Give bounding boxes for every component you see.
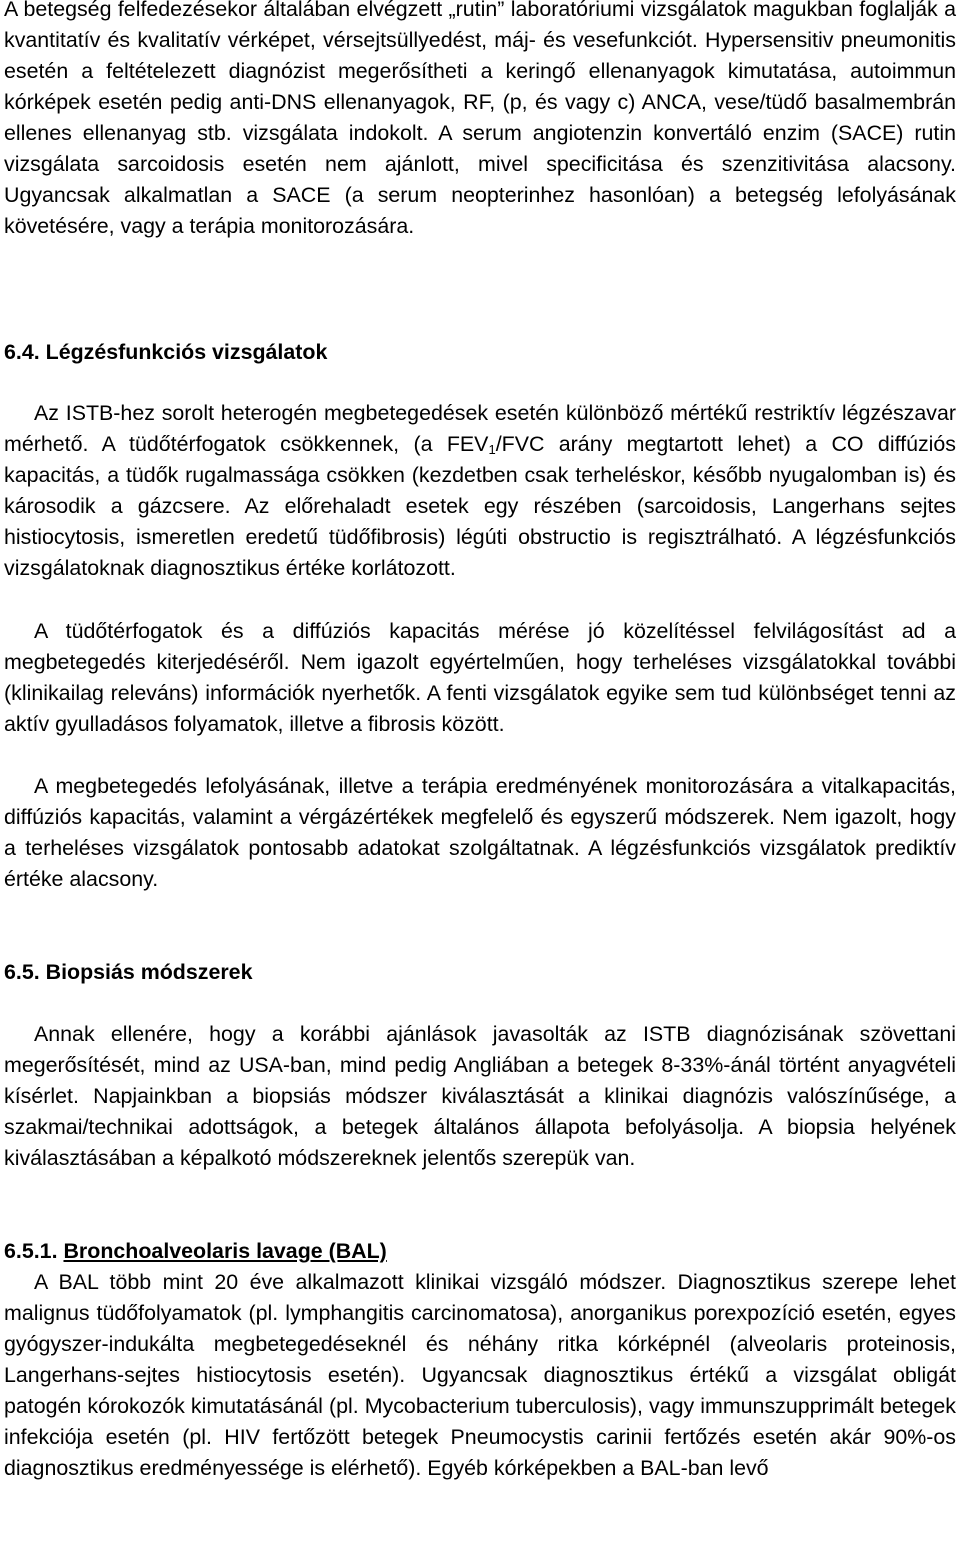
section-heading-6-5-1 — [4, 1236, 387, 1267]
paragraph-monitoring: A megbetegedés lefolyásának, illetve a terápia eredményének monitorozására a vitalkapacitás, diffúziós kapacitás, valamint a vérgázértékek megfelelő és egyszerű módszerek. Nem igazolt, hogy a terheléses vizsgálatok pontosabb adatokat szolgáltatnak. A légzésfunkciós vizsgálatok prediktív értéke alacsony. — [4, 774, 956, 891]
heading-title: Bronchoalveolaris lavage (BAL) — [63, 1239, 387, 1263]
heading-number: 6.5.1. — [4, 1239, 58, 1263]
fev-subscript: 1 — [488, 442, 496, 457]
section-heading-6-4: 6.4. Légzésfunkciós vizsgálatok — [4, 340, 328, 364]
paragraph-biopsy-methods: Annak ellenére, hogy a korábbi ajánlások javasolták az ISTB diagnózisának szövettani megerősítését, mind az USA-ban, mind pedig Angliában a betegek 8-33%-ánál történt anyagvételi kísérlet. Napjainkban a biopsiás módszer kiválasztását a klinikai diagnózis valószínűsége, a szakmai/technikai adottságok, a betegek általános állapota befolyásolja. A biopsia helyének kiválasztásában a képalkotó módszereknek jelentős szerepük van. — [4, 1022, 956, 1170]
section-heading-6-5: 6.5. Biopsiás módszerek — [4, 960, 253, 984]
paragraph-lung-function — [4, 398, 956, 584]
paragraph-lung-function-part2: /FVC arány megtartott lehet) a CO diffúziós kapacitás, a tüdők rugalmassága csökken (kezdetben csak terheléskor, később nyugalomban is) és károsodik a gázcsere. Az előrehaladt esetek egy részében (sarcoidosis, Langerhans sejtes histiocytosis, ismeretlen eredetű tüdőfibrosis) légúti obstructio is regisztrálható. A légzésfunkciós vizsgálatoknak diagnosztikus értéke korlátozott. — [4, 432, 957, 580]
paragraph-diffusion-capacity: A tüdőtérfogatok és a diffúziós kapacitás mérése jó közelítéssel felvilágosítást ad a megbetegedés kiterjedéséről. Nem igazolt egyértelműen, hogy terheléses vizsgálatokkal további (klinikailag releváns) információk nyerhetők. A fenti vizsgálatok egyike sem tud különbséget tenni az aktív gyulladásos folyamatok, illetve a fibrosis között. — [4, 619, 956, 736]
paragraph-bal: A BAL több mint 20 éve alkalmazott klinikai vizsgáló módszer. Diagnosztikus szerepe lehet malignus tüdőfolyamatok (pl. lymphangitis carcinomatosa), anorganikus porexpozíció esetén, egyes gyógyszer-indukálta megbetegedéseknél és néhány ritka kórképnél (alveolaris proteinosis, Langerhans-sejtes histiocytosis esetén). Ugyancsak diagnosztikus értékű a vizsgálat obligát patogén kórokozók kimutatásánál (pl. Mycobacterium tuberculosis), vagy immunszupprimált betegek infekciója esetén (pl. HIV fertőzött betegek Pneumocystis carinii fertőzés esetén akár 90%-os diagnosztikus eredményessége is elérhető). Egyéb kórképekben a BAL-ban levő — [4, 1270, 956, 1480]
paragraph-lab-tests: A betegség felfedezésekor általában elvégzett „rutin” laboratóriumi vizsgálatok magukban foglalják a kvantitatív és kvalitatív vérképet, vérsejtsüllyedést, máj- és vesefunkciót. Hypersensitiv pneumonitis esetén a feltételezett diagnózist megerősítheti a keringő ellenanyagok kimutatása, autoimmun kórképek esetén pedig anti-DNS ellenanyagok, RF, (p, és vagy c) ANCA, vese/tüdő basalmembrán ellenes ellenanyag stb. vizsgálata indokolt. A serum angiotenzin konvertáló enzim (SACE) rutin vizsgálata sarcoidosis esetén nem ajánlott, mivel specificitása és szenzitivitása alacsony. Ugyancsak alkalmatlan a SACE (a serum neopterinhez hasonlóan) a betegség lefolyásának követésére, vagy a terápia monitorozására. — [4, 0, 956, 238]
paragraph-lung-function-part1: Az ISTB-hez sorolt heterogén megbetegedések esetén különböző mértékű restriktív légzészavar mérhető. A tüdőtérfogatok csökkennek, (a FEV — [4, 401, 956, 456]
